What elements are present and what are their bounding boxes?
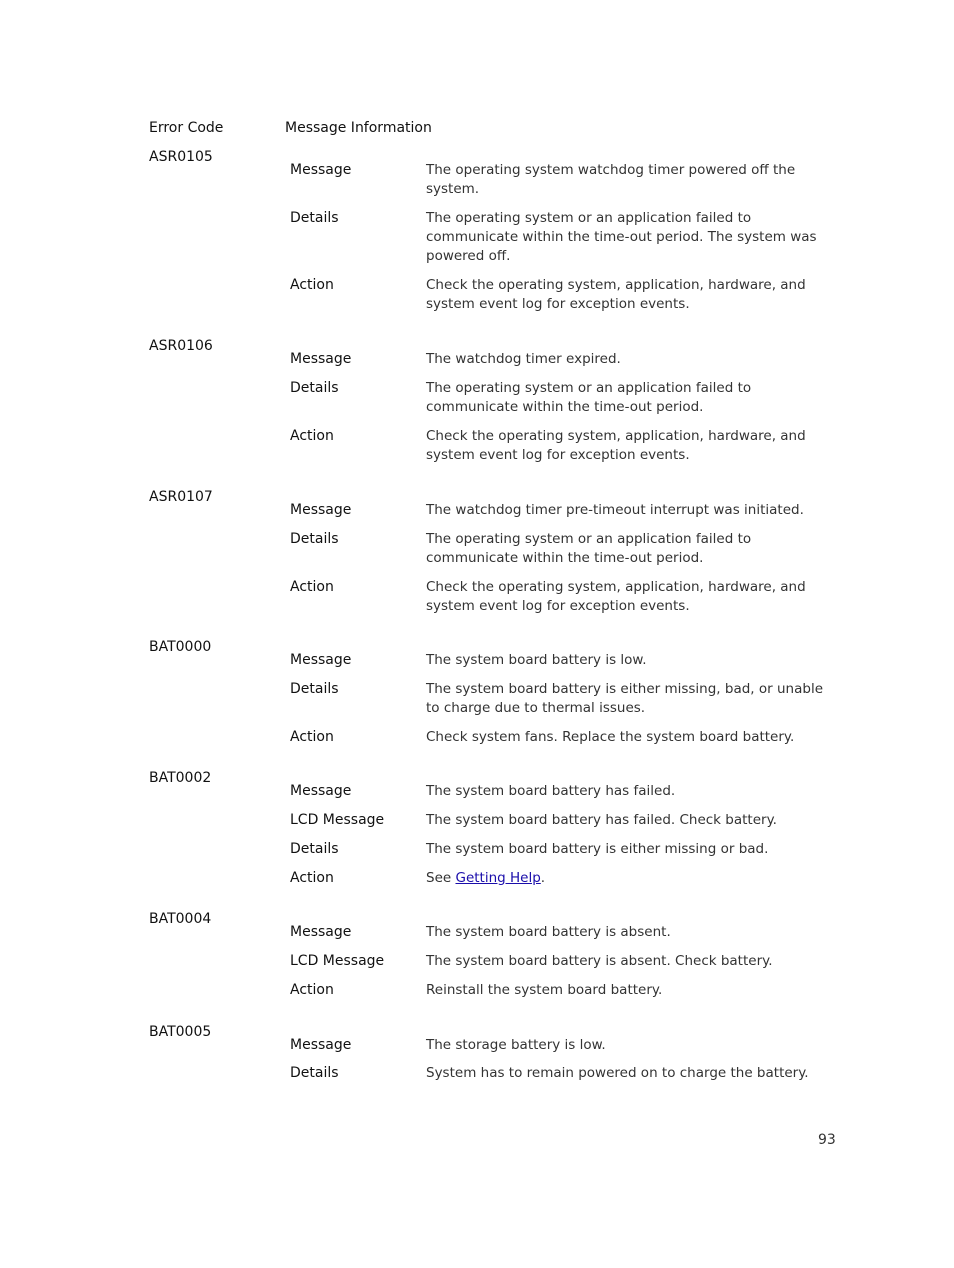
row-text: [426, 869, 826, 888]
page-number: 93: [818, 1132, 836, 1148]
row-label: Message: [290, 502, 352, 518]
row-label: Details: [290, 1065, 339, 1081]
action-text-prefix: See: [426, 870, 456, 886]
row-text: Check system fans. Replace the system board battery.: [426, 729, 795, 745]
row-label: Action: [290, 428, 334, 444]
error-code: ASR0106: [149, 338, 213, 354]
row-text: The system board battery is absent. Check battery.: [426, 953, 773, 969]
column-header-message-information: Message Information: [285, 120, 432, 136]
row-text: The system board battery is absent.: [426, 924, 671, 940]
row-label: Action: [290, 579, 334, 595]
row-label: Action: [290, 982, 334, 998]
row-label: Message: [290, 162, 352, 178]
row-label: Action: [290, 729, 334, 745]
row-text: The system board battery has failed.: [426, 783, 676, 799]
error-code: BAT0002: [149, 770, 212, 786]
error-code: BAT0000: [149, 639, 212, 655]
action-text-suffix: .: [540, 870, 546, 886]
row-label: Message: [290, 924, 352, 940]
row-label: Message: [290, 652, 352, 668]
row-text: Check the operating system, application, hardware, and system event log for exception events.: [426, 579, 806, 614]
column-header-error-code: Error Code: [149, 120, 224, 136]
row-label: Message: [290, 1037, 352, 1053]
row-text: The operating system or an application failed to communicate within the time-out period.: [426, 531, 752, 566]
row-text: Reinstall the system board battery.: [426, 982, 663, 998]
row-label: Message: [290, 351, 352, 367]
error-code: ASR0107: [149, 489, 213, 505]
row-text: The watchdog timer expired.: [426, 351, 621, 367]
row-text: The system board battery is low.: [426, 652, 647, 668]
row-text: The system board battery is either missing, bad, or unable to charge due to thermal issues.: [426, 681, 823, 716]
row-label: Message: [290, 783, 352, 799]
row-label: Details: [290, 531, 339, 547]
row-label: LCD Message: [290, 812, 385, 828]
row-label: Details: [290, 681, 339, 697]
row-text: The system board battery is either missing or bad.: [426, 841, 769, 857]
row-text: System has to remain powered on to charge the battery.: [426, 1065, 809, 1081]
row-label: LCD Message: [290, 953, 385, 969]
row-text: The system board battery has failed. Check battery.: [426, 812, 777, 828]
row-text: The operating system watchdog timer powered off the system.: [426, 162, 796, 197]
getting-help-link[interactable]: Getting Help: [455, 870, 541, 886]
row-text: Check the operating system, application, hardware, and system event log for exception events.: [426, 428, 806, 463]
row-label: Details: [290, 841, 339, 857]
row-label: Details: [290, 210, 339, 226]
row-text: The storage battery is low.: [426, 1037, 606, 1053]
row-label: Details: [290, 380, 339, 396]
error-code: BAT0004: [149, 911, 212, 927]
row-text: The watchdog timer pre-timeout interrupt was initiated.: [426, 502, 804, 518]
row-text: The operating system or an application failed to communicate within the time-out period.: [426, 380, 752, 415]
row-text: The operating system or an application failed to communicate within the time-out period. The system was powered off.: [426, 210, 817, 264]
row-label: Action: [290, 277, 334, 293]
row-text: Check the operating system, application, hardware, and system event log for exception events.: [426, 277, 806, 312]
error-code: BAT0005: [149, 1024, 212, 1040]
error-code: ASR0105: [149, 149, 213, 165]
row-label: Action: [290, 870, 334, 886]
